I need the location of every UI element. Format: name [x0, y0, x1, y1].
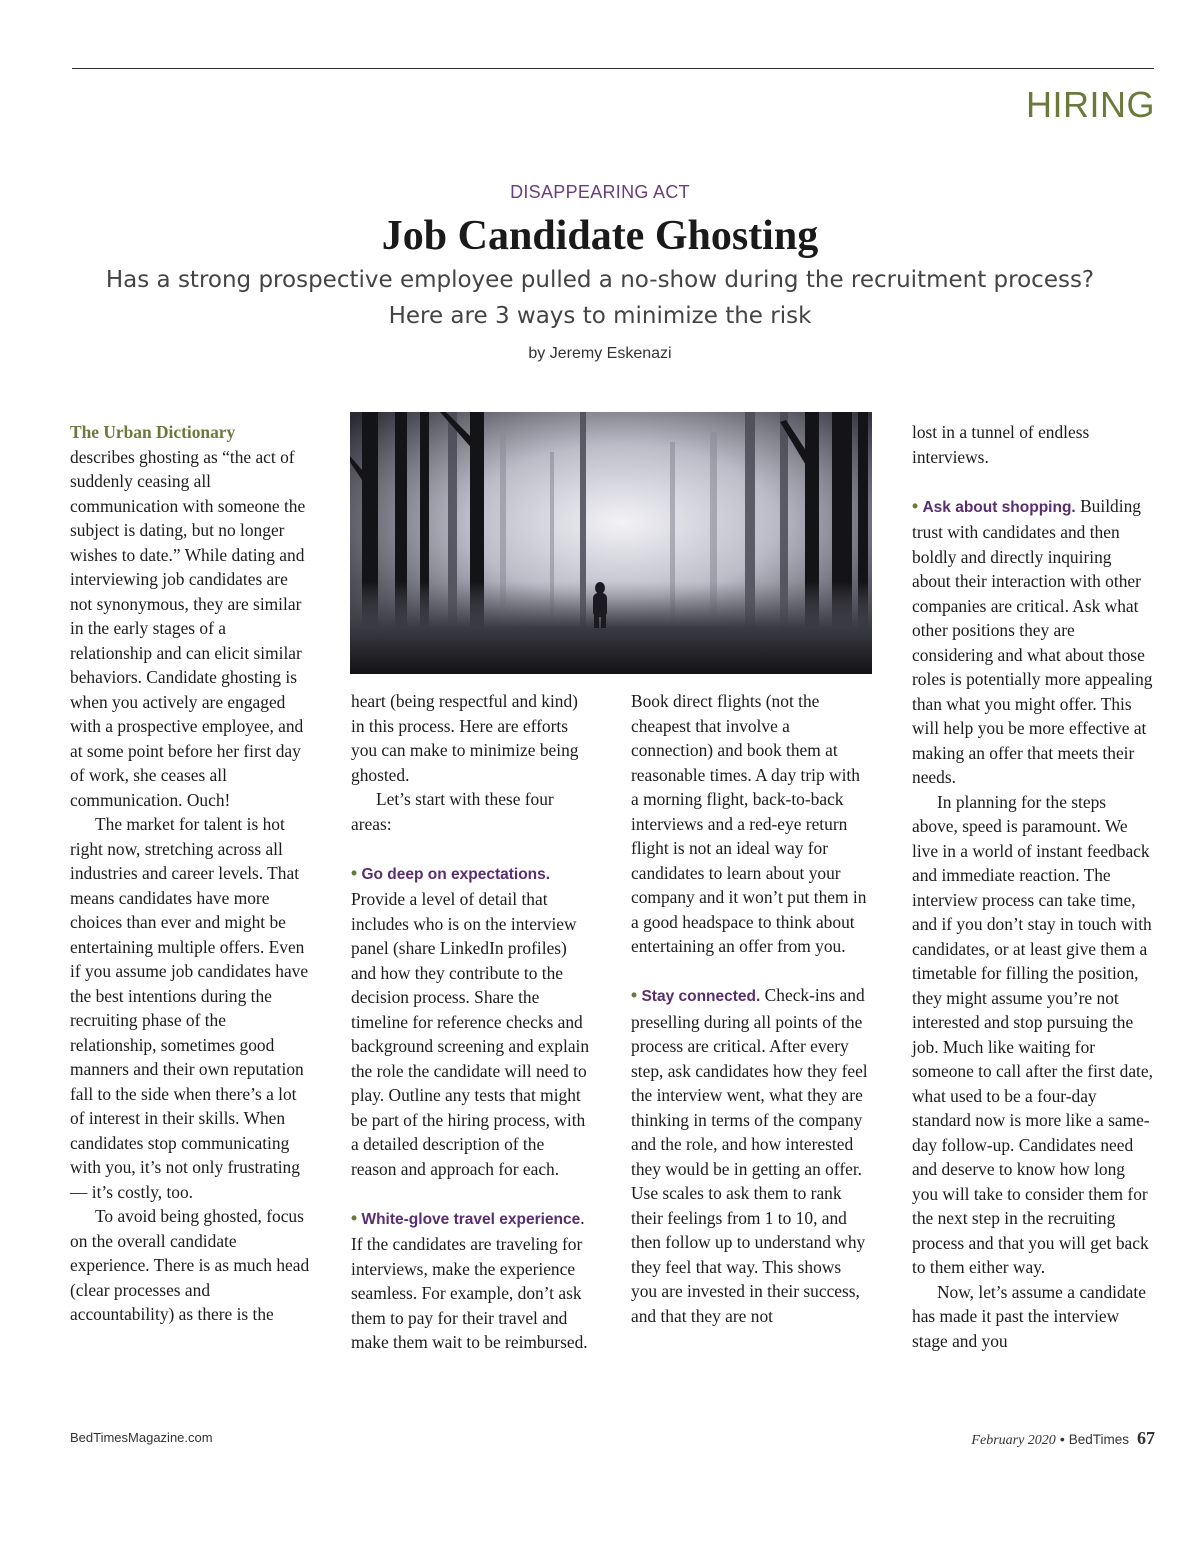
- col1-paragraph-2: The market for talent is hot right now, stretching across all industries and career levels. That means candidates have more choices than ever and might be entertaining multiple offers. Even if you assume job candidates have the best intentions during the recruiting phase of the relationship, sometimes good manners and their own reputation fall to the side when there’s a lot of interest in their skills. When candidates stop communicating with you, it’s not only frustrating — it’s costly, too.: [70, 814, 309, 1202]
- tip-travel: [351, 1206, 591, 1355]
- col1-p1-text: describes ghosting as “the act of suddenly ceasing all communication with someone the subject is dating, but no longer wishes to date.” While dating and interviewing job candidates are not synonymous, they are similar in the early stages of a relationship and can elicit similar behaviors. Candidate ghosting is when you actively are engaged with a prospective employee, and at some point before her first day of work, she ceases all communication. Ouch!: [70, 446, 306, 810]
- footer-website: BedTimesMagazine.com: [70, 1430, 213, 1445]
- kicker: DISAPPEARING ACT: [510, 182, 690, 202]
- column-3: [631, 689, 871, 1328]
- bullet-2: •: [351, 1207, 358, 1228]
- col4-paragraph-2: In planning for the steps above, speed is paramount. We live in a world of instant feedback and immediate reaction. The interview process can take time, and if you don’t stay in touch with candidates, or at least give them a timetable for filling the position, they might assume you’re not interested and stop pursuing the job. Much like waiting for someone to call after the first date, what used to be a four-day standard now is more like a same-day follow-up. Candidates need and deserve to know how long you will take to consider them for the next step in the recruiting process and that you will get back to them either way.: [912, 791, 1153, 1277]
- column-2: [351, 689, 591, 1355]
- tip-stay-connected-heading: Stay connected.: [641, 988, 761, 1005]
- tip-stay-connected-text: Check-ins and preselling during all points of the process are critical. After every step, ask candidates how they feel the interview went, what they are thinking in terms of the company and the role, and how interested they would be in getting an offer. Use scales to ask them to rank their feelings from 1 to 10, and then follow up to understand why they feel that way. This shows you are invested in their success, and that they are not: [631, 985, 868, 1326]
- article-title: Job Candidate Ghosting: [381, 213, 819, 259]
- col1-paragraph-1: [70, 420, 310, 812]
- tip-stay-connected: [631, 983, 871, 1328]
- column-1: [70, 420, 310, 1327]
- tip-ask-shopping-text: Building trust with candidates and then boldly and directly inquiring about their interaction with other companies are critical. Ask what other positions they are considering and what about those roles is potentially more appealing than what you might offer. This will help you be more effective at making an offer that meets their needs.: [912, 495, 1153, 787]
- column-4: [912, 420, 1154, 1353]
- footer-separator: •: [1059, 1431, 1065, 1447]
- col4-paragraph-1: lost in a tunnel of endless interviews.: [912, 422, 1090, 467]
- article-deck: [60, 262, 1140, 334]
- bullet-1: •: [351, 862, 358, 883]
- col3-paragraph-1: Book direct flights (not the cheapest that involve a connection) and book them at reasonable times. A day trip with a morning flight, back-to-back interviews and a red-eye return flight is not an ideal way for candidates to learn about your company and it won’t put them in a good headspace to think about entertaining an offer from you.: [631, 691, 867, 956]
- tip-ask-shopping-heading: Ask about shopping.: [922, 498, 1076, 516]
- bullet-4: •: [912, 495, 919, 516]
- tip-ask-shopping: [912, 494, 1154, 790]
- footer-folio: [971, 1428, 1155, 1449]
- footer-date: February 2020: [971, 1433, 1056, 1448]
- col4-paragraph-3: Now, let’s assume a candidate has made it past the interview stage and you: [912, 1281, 1146, 1351]
- tip-travel-heading: White-glove travel experience: [361, 1210, 581, 1228]
- deck-line-2: Here are 3 ways to minimize the risk: [388, 303, 812, 329]
- section-label: HIRING: [1026, 84, 1155, 125]
- bullet-3: •: [631, 985, 638, 1005]
- page-number: 67: [1137, 1428, 1155, 1448]
- footer-magazine: BedTimes: [1068, 1432, 1129, 1447]
- foggy-forest-photo: [350, 412, 872, 674]
- tip-go-deep: [351, 861, 591, 1182]
- lead-in: The Urban Dictionary: [70, 422, 236, 442]
- deck-line-1: Has a strong prospective employee pulled a no-show during the recruitment process?: [105, 267, 1095, 293]
- tip-go-deep-heading: Go deep on expectations.: [361, 865, 551, 883]
- col1-paragraph-3: To avoid being ghosted, focus on the overall candidate experience. There is as much head (clear processes and accountability) as there is the: [70, 1206, 310, 1324]
- col2-paragraph-2: Let’s start with these four areas:: [351, 789, 554, 834]
- tip-travel-text: . If the candidates are traveling for interviews, make the experience seamless. For example, don’t ask them to pay for their travel and make them wait to be reimbursed.: [351, 1207, 588, 1352]
- byline: by Jeremy Eskenazi: [528, 345, 672, 362]
- col2-paragraph-1: heart (being respectful and kind) in this process. Here are efforts you can make to minimize being ghosted.: [351, 691, 579, 785]
- top-rule: [72, 68, 1154, 69]
- tip-go-deep-text: Provide a level of detail that includes who is on the interview panel (share LinkedIn profiles) and how they contribute to the decision process. Share the timeline for reference checks and background screening and explain the role the candidate will need to play. Outline any tests that might be part of the hiring process, with a detailed description of the reason and approach for each.: [351, 889, 590, 1179]
